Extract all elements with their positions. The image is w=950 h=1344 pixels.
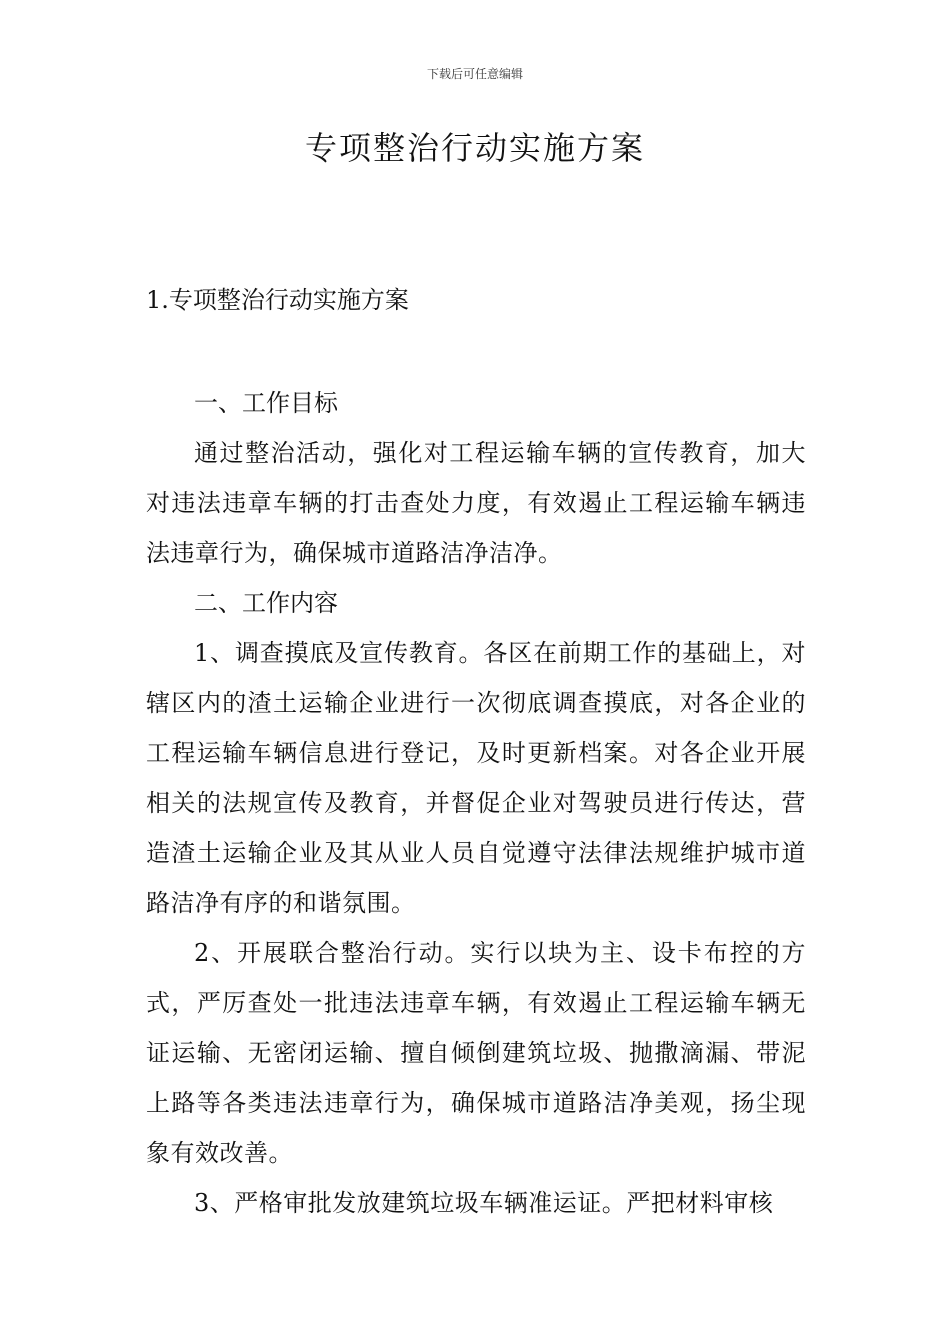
document-body bbox=[146, 378, 806, 1228]
header-note: 下载后可任意编辑 bbox=[426, 67, 523, 81]
document-title: 专项整治行动实施方案 bbox=[304, 129, 645, 167]
section-heading-goal: 一、工作目标 bbox=[194, 389, 338, 417]
section-heading-content: 二、工作内容 bbox=[194, 589, 338, 617]
paragraph-goal: 通过整治活动，强化对工程运输车辆的宣传教育，加大对违法违章车辆的打击查处力度，有效遏止工程运输车辆违法违章行为，确保城市道路洁净洁净。 bbox=[146, 439, 806, 567]
document-subtitle: 1.专项整治行动实施方案 bbox=[146, 286, 409, 314]
paragraph-item-3: 3、严格审批发放建筑垃圾车辆准运证。严把材料审核 bbox=[194, 1189, 774, 1217]
paragraph-item-1: 1、调查摸底及宣传教育。各区在前期工作的基础上，对辖区内的渣土运输企业进行一次彻底调查摸底，对各企业的工程运输车辆信息进行登记，及时更新档案。对各企业开展相关的法规宣传及教育，并督促企业对驾驶员进行传达，营造渣土运输企业及其从业人员自觉遵守法律法规维护城市道路洁净有序的和谐氛围。 bbox=[146, 639, 806, 917]
paragraph-item-2: 2、开展联合整治行动。实行以块为主、设卡布控的方式，严厉查处一批违法违章车辆，有效遏止工程运输车辆无证运输、无密闭运输、擅自倾倒建筑垃圾、抛撒滴漏、带泥上路等各类违法违章行为，确保城市道路洁净美观，扬尘现象有效改善。 bbox=[146, 939, 806, 1167]
